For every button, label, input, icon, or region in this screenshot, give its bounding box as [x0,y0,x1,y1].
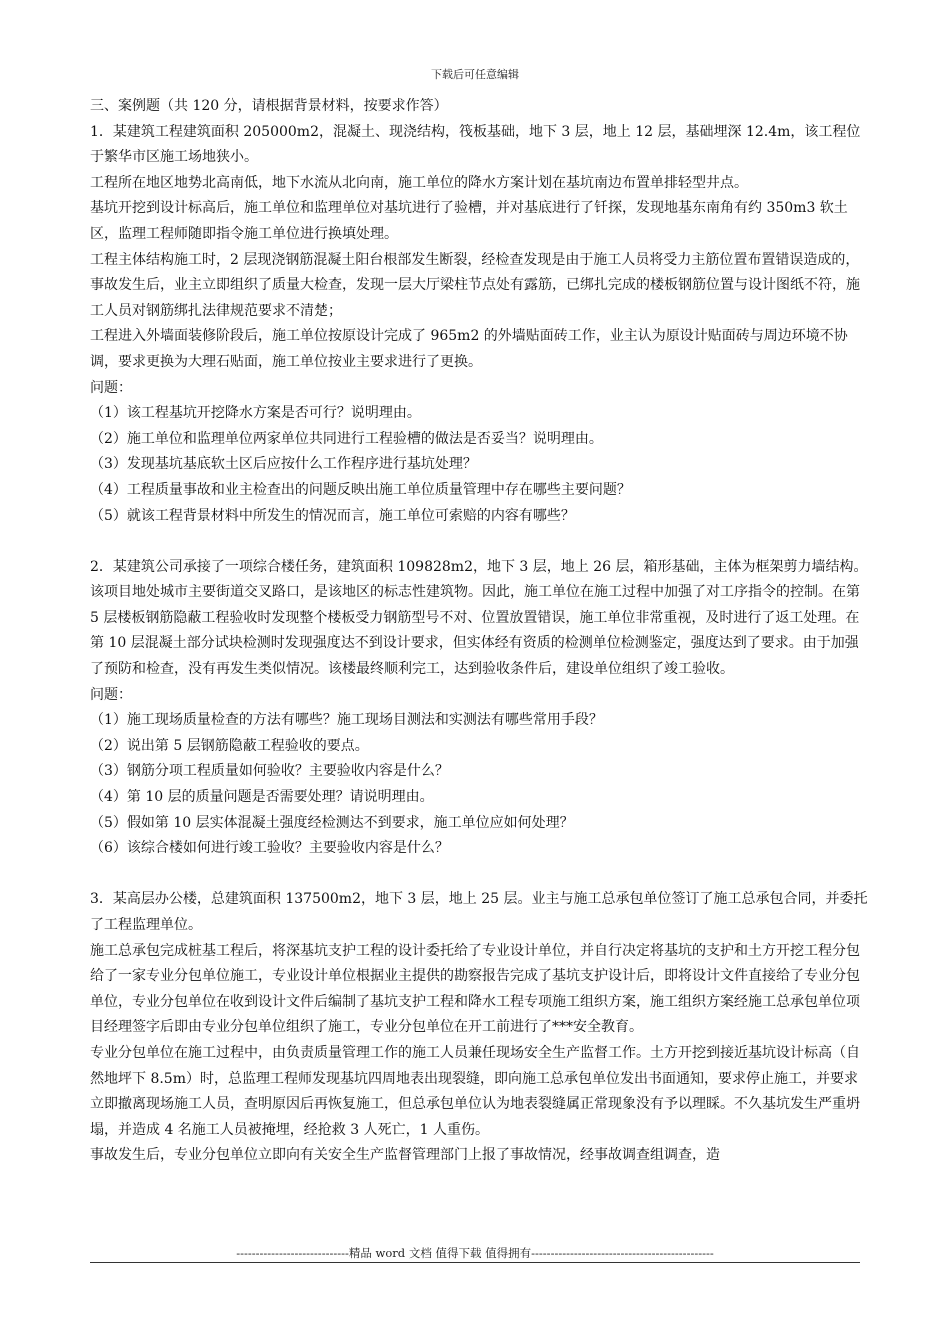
case-1-paragraph-3: 基坑开挖到设计标高后，施工单位和监理单位对基坑进行了验槽，并对基底进行了钎探，发现地基东南角有约 350m3 软土区，监理工程师随即指令施工单位进行换填处理。 [90,200,848,242]
case-3-paragraph-4: 事故发生后，专业分包单位立即向有关安全生产监督管理部门上报了事故情况，经事故调查组调查，造 [90,1147,720,1164]
case-1-question-5: （5）就该工程背景材料中所发生的情况而言，施工单位可索赔的内容有哪些？ [90,507,575,524]
case-1-question-2: （2）施工单位和监理单位两家单位共同进行工程验槽的做法是否妥当？说明理由。 [90,430,603,447]
footer-divider [90,1262,860,1263]
section-title: 三、案例题（共 120 分，请根据背景材料，按要求作答） [90,98,448,114]
case-1-paragraph-4: 工程主体结构施工时，2 层现浇钢筋混凝土阳台根部发生断裂，经检查发现是由于施工人员将受力主筋位置布置错误造成的，事故发生后，业主立即组织了质量大检查，发现一层大厅梁柱节点处有露筋，已绑扎完成的楼板钢筋位置与设计图纸不符，施工人员对钢筋绑扎法律规范要求不清楚； [90,251,860,319]
case-2-question-5: （5）假如第 10 层实体混凝土强度经检测达不到要求，施工单位应如何处理？ [90,814,574,831]
case-2-questions-label: 问题： [90,686,132,703]
page-footer: -----------------------------精品 word 文档 值得下载 值得拥有----------------------------------------------- [236,1246,714,1260]
case-1-question-3: （3）发现基坑基底软土区后应按什么工作程序进行基坑处理？ [90,456,477,473]
case-1-paragraph-1: 1．某建筑工程建筑面积 205000m2，混凝土、现浇结构，筏板基础，地下 3 层，地上 12 层，基础埋深 12.4m，该工程位于繁华市区施工场地狭小。 [90,123,861,166]
spacer [90,529,870,555]
case-2-question-1: （1）施工现场质量检查的方法有哪些？施工现场目测法和实测法有哪些常用手段？ [90,712,603,729]
case-2-question-3: （3）钢筋分项工程质量如何验收？主要验收内容是什么？ [90,763,449,780]
case-1-paragraph-2: 工程所在地区地势北高南低，地下水流从北向南，施工单位的降水方案计划在基坑南边布置单排轻型井点。 [90,174,748,191]
case-3-paragraph-2: 施工总承包完成桩基工程后，将深基坑支护工程的设计委托给了专业设计单位，并自行决定将基坑的支护和土方开挖工程分包给了一家专业分包单位施工，专业设计单位根据业主提供的勘察报告完成了基坑支护设计后，即将设计文件直接给了专业分包单位，专业分包单位在收到设计文件后编制了基坑支护工程和降水工程专项施工组织方案，施工组织方案经施工总承包单位项目经理签字后即由专业分包单位组织了施工，专业分包单位在开工前进行了***安全教育。 [90,942,860,1036]
case-1-questions-label: 问题： [90,379,132,396]
case-2-paragraph-1: 2．某建筑公司承接了一项综合楼任务，建筑面积 109828m2，地下 3 层，地上 26 层，箱形基础，主体为框架剪力墙结构。该项目地处城市主要街道交叉路口，是该地区的标志性建筑物。因此，施工单位在施工过程中加强了对工序指令的控制。在第 5 层楼板钢筋隐蔽工程验收时发现整个楼板受力钢筋型号不对、位置放置错误，施工单位非常重视，及时进行了返工处理。在第 10 层混凝土部分试块检测时发现强度达不到设计要求，但实体经有资质的检测单位检测鉴定，强度达到了要求。由于加强了预防和检查，没有再发生类似情况。该楼最终顺利完工，达到验收条件后，建设单位组织了竣工验收。 [90,558,868,678]
page-header: 下载后可任意编辑 [431,68,519,81]
case-1-question-4: （4）工程质量事故和业主检查出的问题反映出施工单位质量管理中存在哪些主要问题？ [90,481,631,498]
case-1-paragraph-5: 工程进入外墙面装修阶段后，施工单位按原设计完成了 965m2 的外墙贴面砖工作，业主认为原设计贴面砖与周边环境不协调，要求更换为大理石贴面，施工单位按业主要求进行了更换。 [90,328,848,370]
spacer [90,862,870,888]
case-2-question-4: （4）第 10 层的质量问题是否需要处理？请说明理由。 [90,789,434,806]
case-3-paragraph-3: 专业分包单位在施工过程中，由负责质量管理工作的施工人员兼任现场安全生产监督工作。土方开挖到接近基坑设计标高（自然地坪下 8.5m）时，总监理工程师发现基坑四周地表出现裂缝，即向施工总承包单位发出书面通知，要求停止施工，并要求立即撤离现场施工人员，查明原因后再恢复施工，但总承包单位认为地表裂缝属正常现象没有予以理睬。不久基坑发生严重坍塌，并造成 4 名施工人员被掩埋，经抢救 3 人死亡，1 人重伤。 [90,1044,860,1138]
case-2-question-2: （2）说出第 5 层钢筋隐蔽工程验收的要点。 [90,737,369,754]
case-3-paragraph-1: 3．某高层办公楼，总建筑面积 137500m2，地下 3 层，地上 25 层。业主与施工总承包单位签订了施工总承包合同，并委托了工程监理单位。 [90,891,868,933]
case-2-question-6: （6）该综合楼如何进行竣工验收？主要验收内容是什么？ [90,840,449,857]
document-body [90,94,870,1169]
case-1-question-1: （1）该工程基坑开挖降水方案是否可行？说明理由。 [90,405,421,422]
